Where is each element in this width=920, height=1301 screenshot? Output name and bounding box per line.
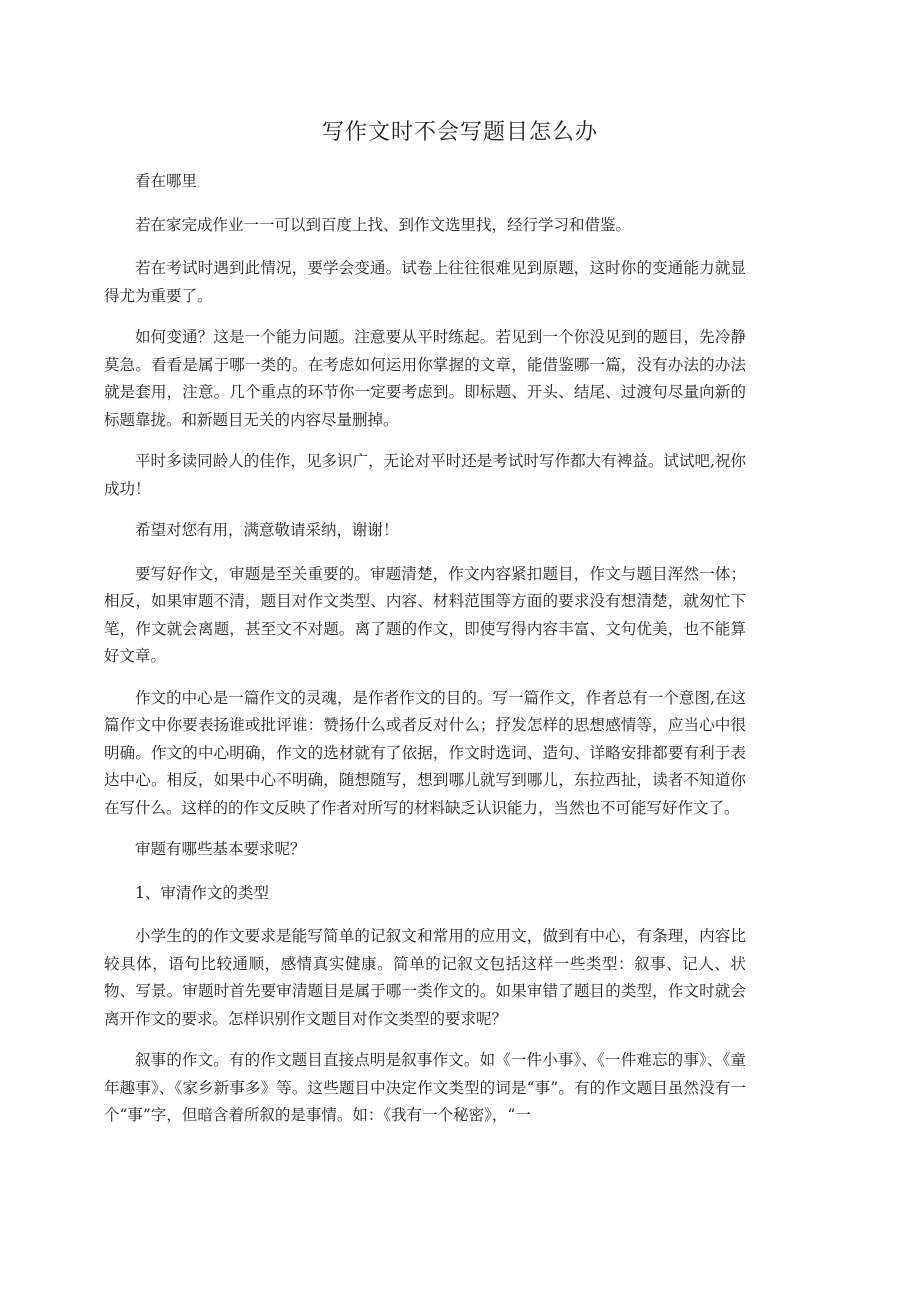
paragraph-6: 希望对您有用，满意敬请采纳，谢谢！	[135, 521, 399, 539]
document-title: 写作文时不会写题目怎么办	[321, 120, 598, 145]
paragraph-9: 审题有哪些基本要求呢？	[135, 840, 306, 858]
paragraph-8: 作文的中心是一篇作文的灵魂，是作者作文的目的。写一篇作文，作者总有一个意图,在这篇作文中你要表扬谁或批评谁：赞扬什么或者反对什么；抒发怎样的思想感情等，应当心中很明确。作文的中心明确，作文的选材就有了依据，作文时选词、造句、详略安排都要有利于表达中心。相反，如果中心不明确，随想随写，想到哪儿就写到哪儿，东拉西扯，读者不知道你在写什么。这样的的作文反映了作者对所写的材料缺乏认识能力，当然也不可能写好作文了。	[104, 688, 746, 817]
paragraph-7: 要写好作文，审题是至关重要的。审题清楚，作文内容紧扣题目，作文与题目浑然一体；相反，如果审题不清，题目对作文类型、内容、材料范围等方面的要求没有想清楚，就匆忙下笔，作文就会离题，甚至文不对题。离了题的作文，即使写得内容丰富、文句优美，也不能算好文章。	[104, 564, 746, 665]
paragraph-12: 叙事的作文。有的作文题目直接点明是叙事作文。如《一件小事》、《一件难忘的事》、《童年趣事》、《家乡新事多》等。这些题目中决定作文类型的词是“事”。有的作文题目虽然没有一个“事”字，但暗含着所叙的是事情。如：《我有一个秘密》，“一	[104, 1051, 746, 1124]
document-body	[104, 168, 746, 1144]
paragraph-11: 小学生的的作文要求是能写简单的记叙文和常用的应用文，做到有中心，有条理，内容比较具体，语句比较通顺，感情真实健康。简单的记叙文包括这样一些类型：叙事、记人、状物、写景。审题时首先要审清题目是属于哪一类作文的。如果审错了题目的类型，作文时就会离开作文的要求。怎样识别作文题目对作文类型的要求呢？	[104, 927, 746, 1028]
paragraph-3: 若在考试时遇到此情况，要学会变通。试卷上往往很难见到原题，这时你的变通能力就显得尤为重要了。	[104, 259, 746, 305]
paragraph-1: 看在哪里	[135, 172, 198, 190]
paragraph-4: 如何变通？这是一个能力问题。注意要从平时练起。若见到一个你没见到的题目，先冷静莫急。看看是属于哪一类的。在考虑如何运用你掌握的文章，能借鉴哪一篇，没有办法的办法就是套用，注意。几个重点的环节你一定要考虑到。即标题、开头、结尾、过渡句尽量向新的标题靠拢。和新题目无关的内容尽量删掉。	[104, 328, 746, 429]
paragraph-2: 若在家完成作业一一可以到百度上找、到作文选里找，经行学习和借鉴。	[135, 215, 632, 234]
paragraph-5: 平时多读同龄人的佳作，见多识广，无论对平时还是考试时写作都大有裨益。试试吧,祝你成功！	[104, 452, 746, 498]
paragraph-10: 1、审清作文的类型	[135, 883, 269, 902]
